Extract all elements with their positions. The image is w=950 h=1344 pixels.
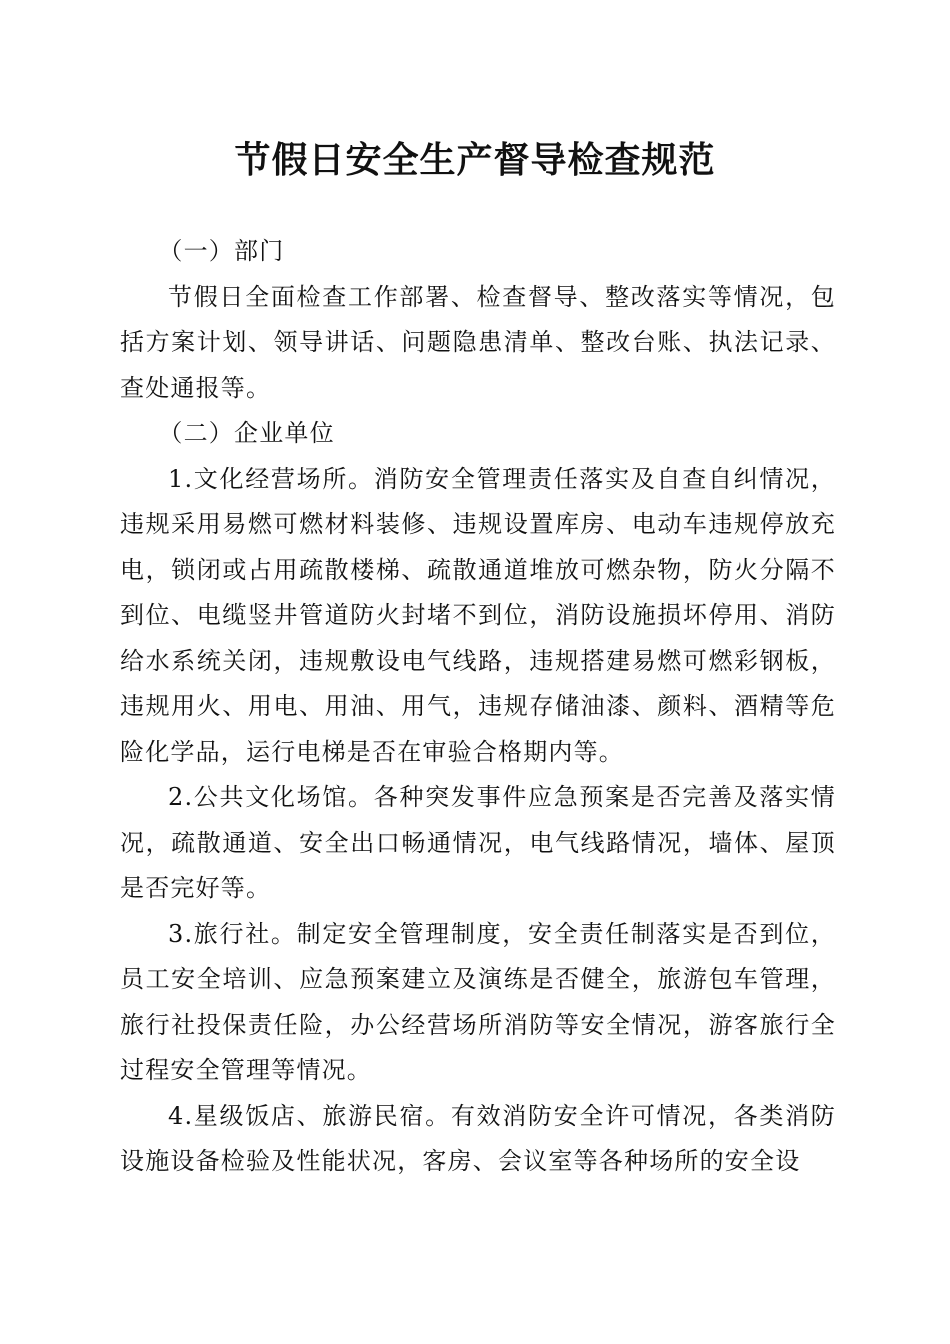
paragraph-travel-agencies: 3.旅行社。制定安全管理制度，安全责任制落实是否到位，员工安全培训、应急预案建立及演练是否健全，旅游包车管理，旅行社投保责任险，办公经营场所消防等安全情况，游客旅行全过程安全管理等情况。 (120, 919, 836, 1084)
paragraph-hotels-homestays: 4.星级饭店、旅游民宿。有效消防安全许可情况，各类消防设施设备检验及性能状况，客房、会议室等各种场所的安全设 (120, 1101, 836, 1175)
paragraph-public-venues: 2.公共文化场馆。各种突发事件应急预案是否完善及落实情况，疏散通道、安全出口畅通情况，电气线路情况，墙体、屋顶是否完好等。 (120, 783, 836, 902)
section-heading-departments: （一）部门 (158, 237, 285, 265)
document-body (120, 229, 836, 1185)
section-heading-enterprises: （二）企业单位 (158, 419, 335, 447)
paragraph-departments: 节假日全面检查工作部署、检查督导、整改落实等情况，包括方案计划、领导讲话、问题隐患清单、整改台账、执法记录、查处通报等。 (120, 282, 836, 402)
paragraph-cultural-venues: 1.文化经营场所。消防安全管理责任落实及自查自纠情况，违规采用易燃可燃材料装修、违规设置库房、电动车违规停放充电，锁闭或占用疏散楼梯、疏散通道堆放可燃杂物，防火分隔不到位、电缆竖井管道防火封堵不到位，消防设施损坏停用、消防给水系统关闭，违规敷设电气线路，违规搭建易燃可燃彩钢板，违规用火、用电、用油、用气，违规存储油漆、颜料、酒精等危险化学品，运行电梯是否在审验合格期内等。 (120, 464, 836, 766)
document-title: 节假日安全生产督导检查规范 (234, 139, 716, 181)
